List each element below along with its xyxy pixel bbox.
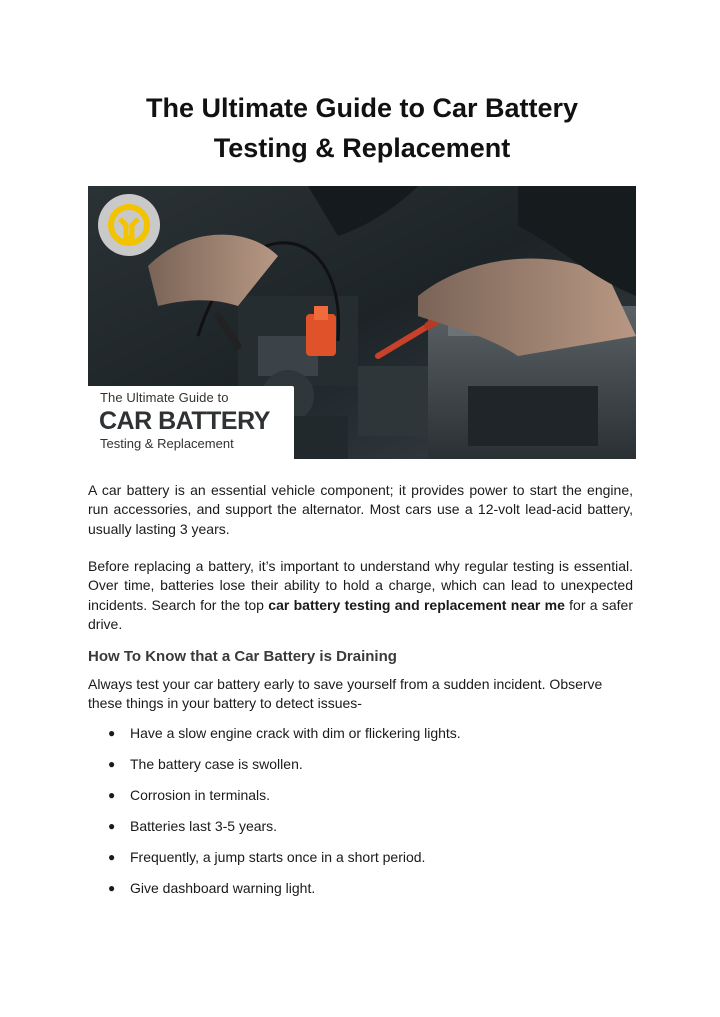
list-item-text: Give dashboard warning light. bbox=[130, 880, 316, 896]
list-item-text: Frequently, a jump starts once in a short period. bbox=[130, 849, 426, 865]
bullet-icon: ● bbox=[108, 881, 116, 895]
bullet-icon: ● bbox=[108, 726, 116, 740]
brand-logo bbox=[98, 194, 160, 256]
section-intro: Always test your car battery early to save yourself from a sudden incident. Observe these things in your battery to detect issues- bbox=[88, 676, 603, 712]
list-item bbox=[108, 786, 628, 817]
list-item bbox=[108, 755, 628, 786]
hero-caption-box bbox=[88, 386, 294, 459]
bullet-icon: ● bbox=[108, 850, 116, 864]
document-title bbox=[88, 88, 636, 168]
list-item bbox=[108, 879, 628, 910]
list-item-text: The battery case is swollen. bbox=[130, 756, 303, 772]
list-item-text: Batteries last 3-5 years. bbox=[130, 818, 278, 834]
list-item bbox=[108, 724, 628, 755]
list-item bbox=[108, 817, 628, 848]
testing-paragraph-start: Before replacing a battery, it’s important to understand why regular testing is essential. Over time, batteries lose their ability to hold a charge, which can lead to unexpected incidents. Search for the top bbox=[88, 558, 633, 613]
section-heading: How To Know that a Car Battery is Draining bbox=[88, 648, 397, 665]
testing-paragraph-end: for a safer drive. bbox=[88, 596, 634, 633]
caption-line-1: The Ultimate Guide to bbox=[100, 390, 229, 405]
title-line-1: The Ultimate Guide to Car Battery bbox=[145, 93, 579, 123]
list-item bbox=[108, 848, 628, 879]
wrench-steering-wheel-icon bbox=[106, 202, 152, 248]
keyword-bold: car battery testing and replacement near me bbox=[268, 596, 565, 613]
title-line-2: Testing & Replacement bbox=[213, 133, 511, 163]
hero-image bbox=[88, 186, 636, 459]
list-item-text: Corrosion in terminals. bbox=[130, 787, 271, 803]
bullet-icon: ● bbox=[108, 788, 116, 802]
bullet-icon: ● bbox=[108, 819, 116, 833]
bullet-icon: ● bbox=[108, 757, 116, 771]
testing-paragraph bbox=[88, 557, 633, 635]
list-item-text: Have a slow engine crack with dim or flickering lights. bbox=[130, 725, 461, 741]
caption-line-3: Testing & Replacement bbox=[100, 436, 234, 451]
symptom-list bbox=[108, 724, 628, 910]
caption-line-2: CAR BATTERY bbox=[99, 407, 270, 435]
intro-paragraph: A car battery is an essential vehicle component; it provides power to start the engine, run accessories, and support the alternator. Most cars use a 12-volt lead-acid battery, usually lasting 3 years. bbox=[88, 482, 633, 537]
